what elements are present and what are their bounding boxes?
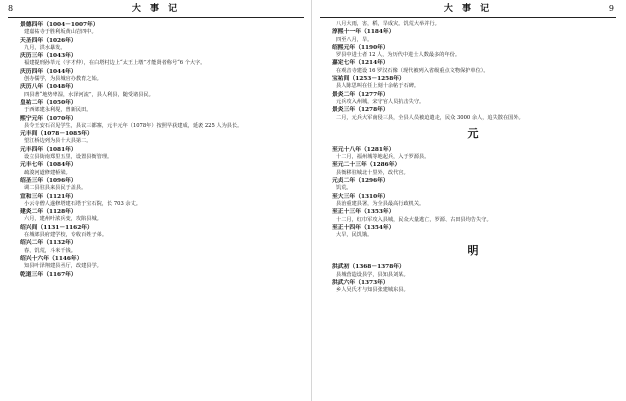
right-header-rule [320, 17, 616, 18]
dynasty-heading-yuan: 元 [467, 126, 479, 140]
entry-text: 调二县驻县来县民于盖县。 [24, 185, 87, 192]
entry-text: 建嘉祐寺于胜利坂黄山岩四中。 [24, 29, 97, 36]
entry-text: 县衙移驻城北十里外，改代宫。 [336, 169, 409, 176]
entry-text: 六月，建州叶浓兵变，攻陷县城。 [24, 216, 102, 223]
entry-year-heading: 绍圣三年（1096年） [20, 177, 77, 184]
entry-year-heading: 至元十八年（1281年） [332, 146, 395, 153]
page-gutter [311, 0, 312, 401]
entry-text: 望江桥边列为县十大县第二。 [24, 138, 92, 145]
entry-year-heading: 熙宁元年（1070年） [20, 115, 77, 122]
entry-text: 八月大雨，害，稻，旱成灾。饥荒大举并行。 [336, 21, 440, 27]
entry-year-heading: 景炎三年（1278年） [332, 107, 389, 114]
entry-year-heading: 庆历八年（1048年） [20, 84, 77, 91]
entry-year-heading: 景德四年（1004－1007年） [20, 22, 99, 28]
entry-text: 福建提刑孙莘元（字才仲），在白塔村边上“太王上墩”才能贤者称号“6 个大字。 [24, 60, 206, 67]
entry-year-heading: 天圣四年（1026年） [20, 37, 77, 44]
entry-year-heading: 宝祐间（1253－1258年） [332, 76, 405, 83]
entry-year-heading: 庆历三年（1043年） [20, 53, 77, 60]
entry-year-heading: 绍熙元年（1190年） [332, 44, 389, 51]
entry-text: 在城郊县府建学校，专收百姓子弟。 [24, 232, 108, 239]
entry-text: 春，饥荒，斗米千钱。 [24, 247, 76, 254]
entry-text: 小云寺僧人遂修塔建石塔于宝石院，长 703 余丈。 [24, 200, 141, 207]
entry-text: 四县著“地势卑湿，水泽河流”，县人利县，随受诸县民。 [24, 91, 154, 98]
entry-year-heading: 嘉定七年（1214年） [332, 60, 389, 67]
entry-year-heading: 洪武六年（1373年） [332, 280, 389, 287]
right-running-head: 大 事 记 [443, 4, 493, 14]
entry-text: 于西郊建永利堤，曾新民田。 [24, 107, 92, 114]
entries-yuan [332, 146, 614, 240]
entry-text: 十二月，红巾军攻入县城，民众大量逃亡，罗源、古田县均告失守。 [336, 216, 492, 223]
entry-year-heading: 绍兴间（1131－1162年） [20, 224, 93, 231]
entry-year-heading: 淳熙十一年（1184年） [332, 29, 395, 36]
left-page-header [6, 3, 306, 16]
entry-year-heading: 绍兴二年（1132年） [20, 240, 77, 247]
entry-year-heading: 乾道三年（1167年） [20, 271, 77, 278]
entries-song [332, 21, 614, 122]
entry-year-heading: 绍兴十六年（1146年） [20, 255, 83, 262]
entry-year-heading: 庆历四年（1044年） [20, 68, 77, 75]
right-page-number: 9 [608, 4, 614, 13]
right-page-header [318, 3, 618, 16]
entry-year-heading: 至正十四年（1354年） [332, 224, 395, 231]
entry-text: 乡人吴氏才与知县张建城东县。 [336, 287, 409, 294]
entry-year-heading: 建炎二年（1128年） [20, 209, 77, 216]
left-running-head: 大 事 记 [131, 4, 181, 14]
left-header-rule [8, 17, 304, 18]
entries-ming [332, 263, 614, 294]
entry-text: 县人陈思叫在任上刻十余帖于石碑。 [336, 83, 420, 90]
entry-text: 四至八月，旱。 [336, 36, 373, 43]
right-page-body [318, 21, 618, 295]
entry-text: 县令王安石召见学生，县议三都寨，元丰元年（1078年）按照早获建成，延袤 225 人为县长。 [24, 122, 243, 129]
entry-text: 知县叶泽翔建县丞厅，改建县学。 [24, 263, 102, 270]
entry-year-heading: 至大三年（1310年） [332, 193, 389, 200]
entry-text: 元兵攻入州城，宋守官人员抗击失守。 [336, 98, 425, 105]
entry-text: 县治重建县署，为全县最高行政机关。 [336, 200, 425, 207]
right-page [318, 0, 618, 401]
entry-text: 罗县中进士者 12 人，为历代中进士人数最多的年份。 [336, 52, 461, 59]
entry-year-heading: 皇祐二年（1050年） [20, 99, 77, 106]
entry-text: 在观音寺建设 16 罗汉石像（现代被列入省级重点文物保护单位）。 [336, 67, 489, 74]
entry-text: 设立县街南郑里五里，设置县衙管理。 [24, 154, 113, 161]
left-page-body [6, 21, 306, 279]
entry-text: 饥荒。 [336, 185, 352, 192]
entry-text: 九月，洪水暴发。 [24, 44, 66, 51]
left-page [6, 0, 306, 401]
entry-year-heading: 洪武初（1368－1378年） [332, 264, 405, 271]
entry-year-heading: 宣和三年（1121年） [20, 193, 77, 200]
entry-year-heading: 至正十三年（1353年） [332, 209, 395, 216]
entry-text: 十二月，福州城等地起兵，入于罗源县。 [336, 154, 430, 161]
entry-text: 县城营造设县学，县知县刘某。 [336, 271, 409, 278]
entry-year-heading: 元丰七年（1084年） [20, 162, 77, 169]
entry-text: 疏浚河道修建桥梁。 [24, 169, 71, 176]
entry-year-heading: 至元二十三年（1286年） [332, 162, 401, 169]
entry-text: 创办儒学，为县城官办教育之始。 [24, 76, 102, 83]
dynasty-heading-ming: 明 [467, 244, 479, 258]
entry-text: 二月，元兵大军南侵三县，全县人员被迫遣走，民众 3000 余人，追失散在国外。 [336, 114, 524, 121]
left-page-number: 8 [8, 4, 14, 13]
entry-year-heading: 元丰四年（1081年） [20, 146, 77, 153]
entry-text: 大旱，民饥饿。 [336, 232, 373, 239]
entry-year-heading: 景炎二年（1277年） [332, 91, 389, 98]
entry-year-heading: 元丰间（1078－1085年） [20, 131, 93, 138]
entry-year-heading: 元贞二年（1296年） [332, 178, 389, 185]
